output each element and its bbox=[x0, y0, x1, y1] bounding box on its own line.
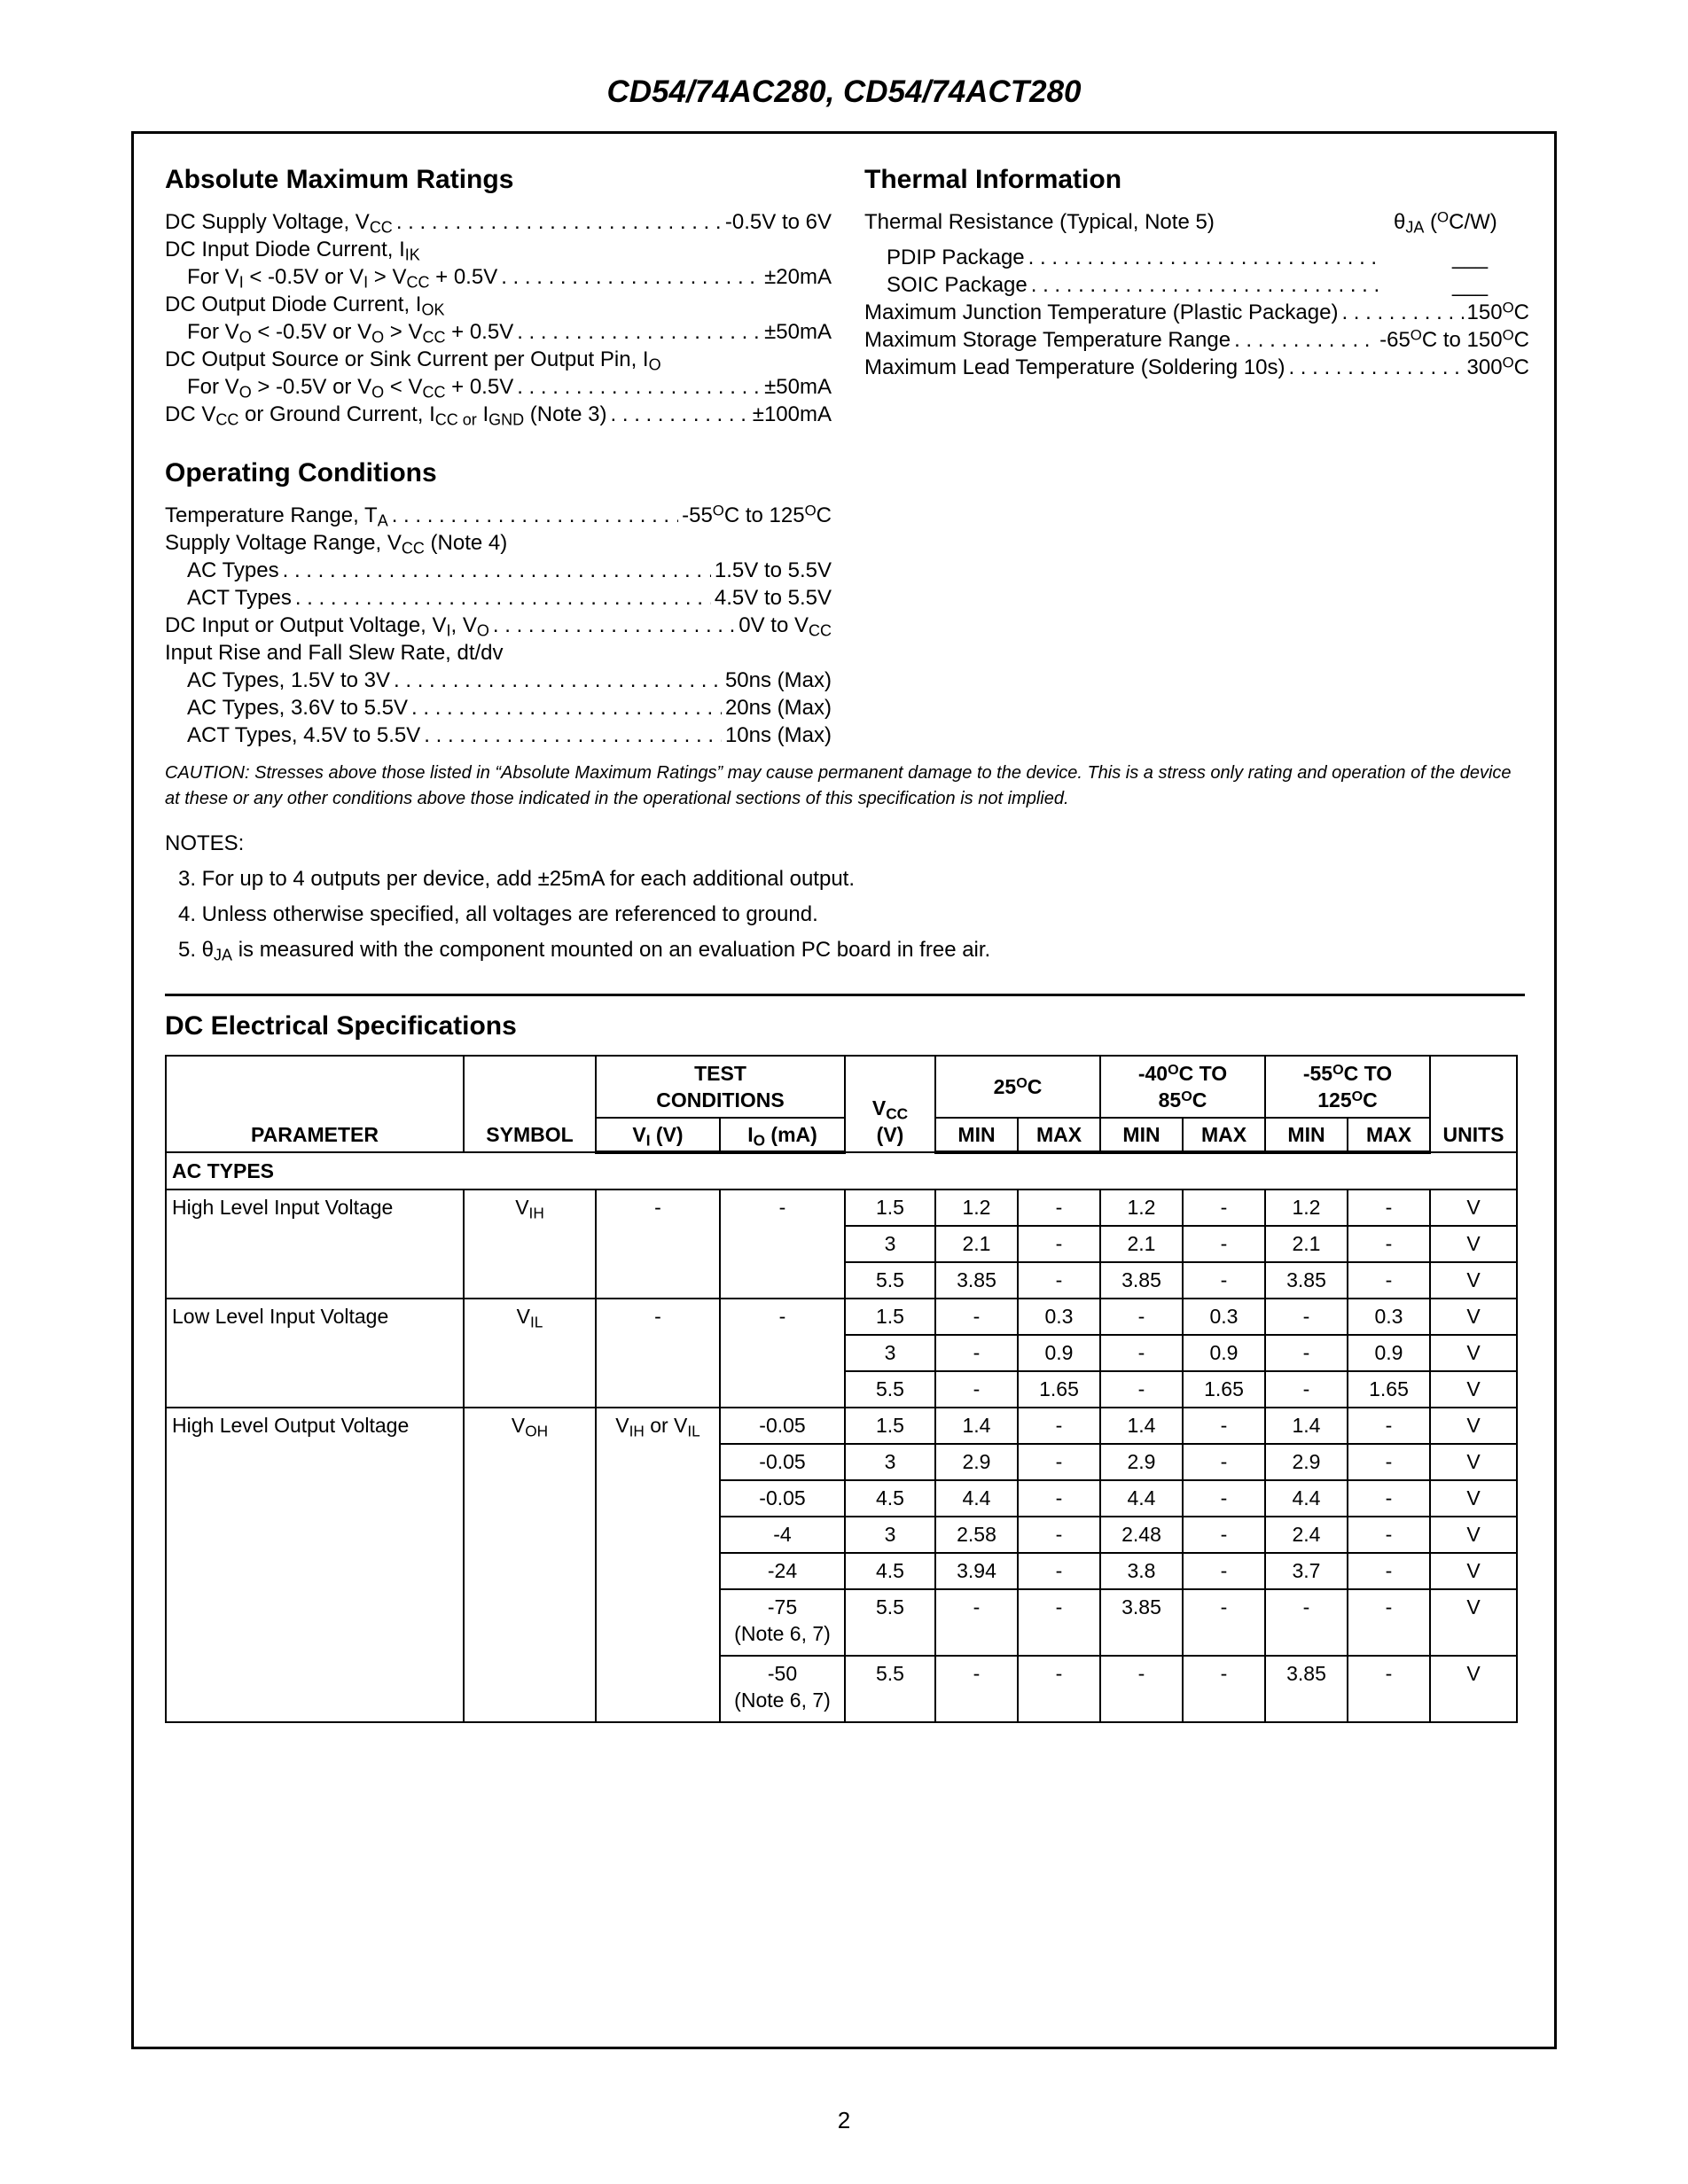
cell: 2.9 bbox=[1265, 1444, 1348, 1480]
cell: - bbox=[1183, 1517, 1265, 1553]
cell: V bbox=[1430, 1262, 1517, 1299]
symbol-vih: $V_{IH}$ bbox=[464, 1190, 596, 1299]
cell: - bbox=[1183, 1589, 1265, 1656]
cell: 1.5 bbox=[845, 1190, 935, 1226]
cell-io-note: -75 (Note 6, 7) bbox=[720, 1589, 845, 1656]
cell: -4 bbox=[720, 1517, 845, 1553]
cell: - bbox=[1100, 1299, 1183, 1335]
cell: 3.85 bbox=[1265, 1262, 1348, 1299]
cell: 4.5 bbox=[845, 1553, 935, 1589]
cell: - bbox=[1348, 1444, 1430, 1480]
cell: 2.1 bbox=[1100, 1226, 1183, 1262]
thermal-row-soic: SOIC Package . . . ___ bbox=[887, 271, 1436, 299]
cell: 2.58 bbox=[935, 1517, 1018, 1553]
cell: - bbox=[1018, 1517, 1100, 1553]
cell: - bbox=[1183, 1480, 1265, 1517]
cell: V bbox=[1430, 1480, 1517, 1517]
cell: - bbox=[1265, 1589, 1348, 1656]
abs-max-heading: Absolute Maximum Ratings bbox=[165, 165, 514, 194]
cell: 3.85 bbox=[935, 1262, 1018, 1299]
cell: - bbox=[1018, 1589, 1100, 1656]
cell: - bbox=[1018, 1553, 1100, 1589]
cell: - bbox=[1018, 1190, 1100, 1226]
header-test-conditions: TEST CONDITIONS bbox=[596, 1056, 845, 1118]
symbol-vil: $V_{IL}$ bbox=[464, 1299, 596, 1408]
cell: 3 bbox=[845, 1517, 935, 1553]
cell: V bbox=[1430, 1517, 1517, 1553]
cell: 1.2 bbox=[935, 1190, 1018, 1226]
header-temp-55-125: $-55^OC$ TO $125^OC$ bbox=[1265, 1056, 1430, 1118]
cell: 1.2 bbox=[1100, 1190, 1183, 1226]
cell: 3.7 bbox=[1265, 1553, 1348, 1589]
section-ac-types: AC TYPES bbox=[166, 1152, 1517, 1190]
cell: 4.4 bbox=[1265, 1480, 1348, 1517]
cell: 3.85 bbox=[1100, 1262, 1183, 1299]
param-voh: High Level Output Voltage bbox=[166, 1408, 464, 1722]
vi-voh: $V_{IH}$ or $V_{IL}$ bbox=[596, 1408, 720, 1722]
caution-text: CAUTION: Stresses above those listed in “Absolute Maximum Ratings” may cause permanent damage to the device. This is a stress only rating and operation of the device at these or any other conditions above those indicated in the operational sections of this specification is not implied. bbox=[165, 763, 1512, 808]
cell: - bbox=[935, 1371, 1018, 1408]
cell: 2.1 bbox=[935, 1226, 1018, 1262]
cell: 3 bbox=[845, 1335, 935, 1371]
operating-row-ac-types: AC Types . . . 1.5V to 5.5V bbox=[187, 557, 832, 584]
abs-max-row-output-diode: DC Output Diode Current, $I_{OK}$ bbox=[165, 292, 445, 319]
cell: - bbox=[1183, 1444, 1265, 1480]
header-max-125: MAX bbox=[1348, 1118, 1430, 1152]
header-max-85: MAX bbox=[1183, 1118, 1265, 1152]
cell: - bbox=[1183, 1553, 1265, 1589]
cell: 5.5 bbox=[845, 1262, 935, 1299]
cell: V bbox=[1430, 1299, 1517, 1335]
cell: 0.3 bbox=[1348, 1299, 1430, 1335]
cell: -0.05 bbox=[720, 1444, 845, 1480]
cell: - bbox=[935, 1299, 1018, 1335]
cell: - bbox=[1018, 1656, 1100, 1722]
thermal-row-lead: Maximum Lead Temperature (Soldering 10s) . . . $300^OC$ bbox=[864, 354, 1529, 381]
operating-row-slew-act: ACT Types, 4.5V to 5.5V . . . 10ns (Max) bbox=[187, 722, 832, 749]
cell: - bbox=[1018, 1444, 1100, 1480]
cell: - bbox=[1100, 1656, 1183, 1722]
cell: 1.4 bbox=[1100, 1408, 1183, 1444]
cell: 1.5 bbox=[845, 1408, 935, 1444]
cell: V bbox=[1430, 1335, 1517, 1371]
cell: 3 bbox=[845, 1226, 935, 1262]
io-vih: - bbox=[720, 1190, 845, 1299]
cell: - bbox=[1265, 1299, 1348, 1335]
cell: 5.5 bbox=[845, 1589, 935, 1656]
note-3: 3. For up to 4 outputs per device, add ±25mA for each additional output. bbox=[178, 867, 855, 891]
operating-row-slew-ac1: AC Types, 1.5V to 3V . . . 50ns (Max) bbox=[187, 667, 832, 694]
vi-vil: - bbox=[596, 1299, 720, 1408]
cell: V bbox=[1430, 1589, 1517, 1656]
cell: - bbox=[1348, 1262, 1430, 1299]
thermal-row-junction: Maximum Junction Temperature (Plastic Package) . . . $150^OC$ bbox=[864, 299, 1529, 326]
cell: - bbox=[1100, 1371, 1183, 1408]
cell: V bbox=[1430, 1226, 1517, 1262]
abs-max-row-source-sink-cond: For $V_O > -0.5V$ or $V_O < V_{CC} + 0.5V$ . . . ±50mA bbox=[187, 373, 832, 401]
cell: 0.9 bbox=[1018, 1335, 1100, 1371]
cell: - bbox=[935, 1589, 1018, 1656]
cell: V bbox=[1430, 1408, 1517, 1444]
cell: - bbox=[1018, 1226, 1100, 1262]
cell: - bbox=[1348, 1589, 1430, 1656]
cell: 3 bbox=[845, 1444, 935, 1480]
cell: - bbox=[935, 1335, 1018, 1371]
cell: - bbox=[1348, 1656, 1430, 1722]
cell: 5.5 bbox=[845, 1371, 935, 1408]
cell: 1.5 bbox=[845, 1299, 935, 1335]
cell: - bbox=[1265, 1335, 1348, 1371]
cell: - bbox=[1183, 1408, 1265, 1444]
cell: - bbox=[1183, 1190, 1265, 1226]
cell: 4.5 bbox=[845, 1480, 935, 1517]
abs-max-row-output-diode-cond: For $V_O < -0.5V$ or $V_O > V_{CC} + 0.5V$ . . . ±50mA bbox=[187, 318, 832, 346]
document-title: CD54/74AC280, CD54/74ACT280 bbox=[606, 74, 1082, 109]
abs-max-row-source-sink: DC Output Source or Sink Current per Output Pin, $I_O$ bbox=[165, 347, 661, 374]
operating-heading: Operating Conditions bbox=[165, 458, 437, 488]
header-parameter: PARAMETER bbox=[166, 1056, 464, 1152]
cell: - bbox=[1348, 1480, 1430, 1517]
cell: 3.8 bbox=[1100, 1553, 1183, 1589]
io-vil: - bbox=[720, 1299, 845, 1408]
cell: V bbox=[1430, 1444, 1517, 1480]
header-temp-40-85: $-40^OC$ TO $85^OC$ bbox=[1100, 1056, 1265, 1118]
cell: 1.4 bbox=[1265, 1408, 1348, 1444]
cell: 0.3 bbox=[1183, 1299, 1265, 1335]
dc-spec-heading: DC Electrical Specifications bbox=[165, 1011, 517, 1041]
thermal-row-pdip: PDIP Package . . . ___ bbox=[887, 244, 1436, 271]
cell: -0.05 bbox=[720, 1408, 845, 1444]
operating-row-temp: Temperature Range, $T_A$ . . . $-55^OC$ to $125^OC$ bbox=[165, 502, 832, 529]
cell: - bbox=[1018, 1480, 1100, 1517]
cell: 0.3 bbox=[1018, 1299, 1100, 1335]
cell: 1.65 bbox=[1183, 1371, 1265, 1408]
cell: - bbox=[1183, 1656, 1265, 1722]
header-vcc: $V_{CC}$ (V) bbox=[845, 1056, 935, 1152]
vi-vih: - bbox=[596, 1190, 720, 1299]
param-vih: High Level Input Voltage bbox=[166, 1190, 464, 1299]
cell: - bbox=[1018, 1262, 1100, 1299]
cell: 1.65 bbox=[1018, 1371, 1100, 1408]
operating-row-supply: Supply Voltage Range, $V_{CC}$ (Note 4) bbox=[165, 531, 508, 558]
cell: -24 bbox=[720, 1553, 845, 1589]
cell: 1.65 bbox=[1348, 1371, 1430, 1408]
page-number: 2 bbox=[837, 2107, 851, 2133]
cell: V bbox=[1430, 1371, 1517, 1408]
cell: - bbox=[935, 1656, 1018, 1722]
symbol-voh: $V_{OH}$ bbox=[464, 1408, 596, 1722]
cell: - bbox=[1348, 1226, 1430, 1262]
cell: 3.94 bbox=[935, 1553, 1018, 1589]
abs-max-row-input-diode-cond: For $V_I < -0.5V$ or $V_I > V_{CC} + 0.5V$ . . . ±20mA bbox=[187, 263, 832, 291]
operating-row-slew: Input Rise and Fall Slew Rate, dt/dv bbox=[165, 641, 504, 665]
thermal-row-storage: Maximum Storage Temperature Range . . . $-65^OC$ to $150^OC$ bbox=[864, 326, 1529, 354]
header-min-25: MIN bbox=[935, 1118, 1018, 1152]
header-units: UNITS bbox=[1430, 1056, 1517, 1152]
header-io: $I_O$ (mA) bbox=[720, 1118, 845, 1152]
cell: 2.4 bbox=[1265, 1517, 1348, 1553]
cell: - bbox=[1348, 1553, 1430, 1589]
cell: V bbox=[1430, 1190, 1517, 1226]
header-min-125: MIN bbox=[1265, 1118, 1348, 1152]
abs-max-row-supply: DC Supply Voltage, $V_{CC}$ . . . -0.5V to 6V bbox=[165, 208, 832, 236]
header-max-25: MAX bbox=[1018, 1118, 1100, 1152]
cell: V bbox=[1430, 1553, 1517, 1589]
cell: 5.5 bbox=[845, 1656, 935, 1722]
header-min-85: MIN bbox=[1100, 1118, 1183, 1152]
thermal-heading: Thermal Information bbox=[864, 165, 1122, 194]
cell: - bbox=[1183, 1262, 1265, 1299]
header-temp-25: $25^OC$ bbox=[935, 1056, 1100, 1118]
operating-row-act-types: ACT Types . . . 4.5V to 5.5V bbox=[187, 584, 832, 612]
cell: 2.48 bbox=[1100, 1517, 1183, 1553]
operating-row-io-voltage: DC Input or Output Voltage, $V_I$, $V_O$ . . . 0V to $V_{CC}$ bbox=[165, 612, 832, 639]
operating-row-slew-ac2: AC Types, 3.6V to 5.5V . . . 20ns (Max) bbox=[187, 694, 832, 722]
cell: 2.1 bbox=[1265, 1226, 1348, 1262]
cell: 2.9 bbox=[1100, 1444, 1183, 1480]
cell: - bbox=[1348, 1517, 1430, 1553]
abs-max-row-ground-current: DC $V_{CC}$ or Ground Current, $I_{CC or}$ $I_{GND}$ (Note 3) . . . ±100mA bbox=[165, 401, 832, 428]
notes-heading: NOTES: bbox=[165, 831, 245, 855]
note-5: 5. $\theta_{JA}$ is measured with the component mounted on an evaluation PC board in free air. bbox=[178, 938, 991, 964]
cell: 1.2 bbox=[1265, 1190, 1348, 1226]
cell: 3.85 bbox=[1100, 1589, 1183, 1656]
cell: - bbox=[1018, 1408, 1100, 1444]
param-vil: Low Level Input Voltage bbox=[166, 1299, 464, 1408]
section-divider bbox=[165, 994, 1525, 996]
cell: -0.05 bbox=[720, 1480, 845, 1517]
cell: - bbox=[1348, 1190, 1430, 1226]
cell: 1.4 bbox=[935, 1408, 1018, 1444]
cell: - bbox=[1100, 1335, 1183, 1371]
cell: 4.4 bbox=[1100, 1480, 1183, 1517]
cell: 4.4 bbox=[935, 1480, 1018, 1517]
cell: - bbox=[1348, 1408, 1430, 1444]
cell: V bbox=[1430, 1656, 1517, 1722]
thermal-row-resistance: Thermal Resistance (Typical, Note 5) $\theta_{JA}$ ($^O$C/W) bbox=[864, 208, 1497, 237]
cell: 3.85 bbox=[1265, 1656, 1348, 1722]
cell: - bbox=[1265, 1371, 1348, 1408]
cell: - bbox=[1183, 1226, 1265, 1262]
cell: 0.9 bbox=[1348, 1335, 1430, 1371]
header-vi: $V_I$ (V) bbox=[596, 1118, 720, 1152]
cell: 2.9 bbox=[935, 1444, 1018, 1480]
dc-spec-table bbox=[165, 1055, 1518, 1723]
abs-max-row-input-diode: DC Input Diode Current, $I_{IK}$ bbox=[165, 238, 420, 264]
header-symbol: SYMBOL bbox=[464, 1056, 596, 1152]
note-4: 4. Unless otherwise specified, all voltages are referenced to ground. bbox=[178, 902, 818, 926]
cell: 0.9 bbox=[1183, 1335, 1265, 1371]
cell-io-note: -50 (Note 6, 7) bbox=[720, 1656, 845, 1722]
